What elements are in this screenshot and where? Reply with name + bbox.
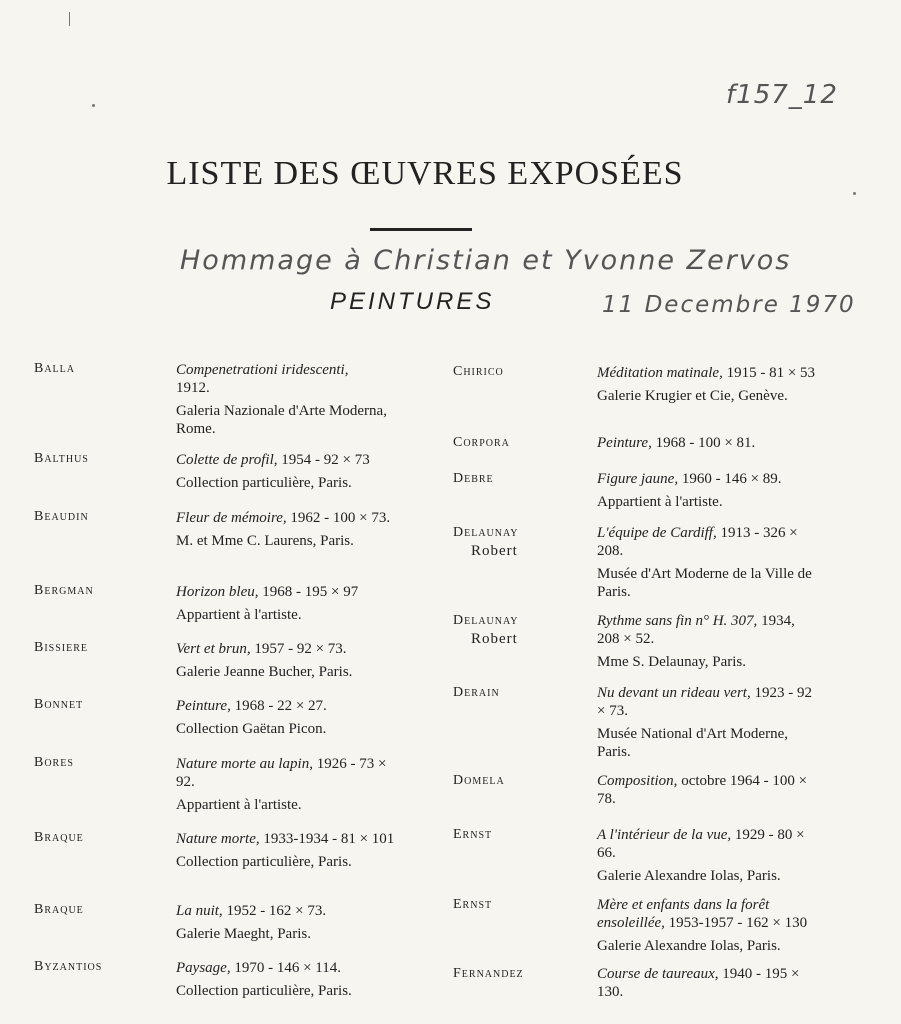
artist-surname: Delaunay xyxy=(453,613,519,628)
artist-name: Ernst xyxy=(453,827,493,842)
work-title: Nature morte au lapin, xyxy=(176,756,313,772)
work-title: Peinture, xyxy=(597,435,652,451)
work-entry xyxy=(597,434,817,452)
work-entry xyxy=(176,755,398,814)
artist-name: Corpora xyxy=(453,435,510,450)
work-entry xyxy=(176,902,398,943)
work-entry xyxy=(176,959,398,1000)
work-title: Nu devant un rideau vert, xyxy=(597,685,751,701)
work-owner: Musée National d'Art Moderne, Paris. xyxy=(597,726,788,760)
work-entry xyxy=(597,470,817,511)
work-title: Composition, xyxy=(597,773,678,789)
handwritten-dedication: Hommage à Christian et Yvonne Zervos xyxy=(180,245,792,276)
work-entry xyxy=(597,364,817,405)
work-entry xyxy=(597,896,817,955)
work-details: 1913 - 326 × 208. xyxy=(597,525,798,559)
artist-name: Ernst xyxy=(453,897,493,912)
artist-name xyxy=(453,612,519,648)
work-details: 1962 - 100 × 73. xyxy=(290,510,391,526)
work-owner: M. et Mme C. Laurens, Paris. xyxy=(176,533,354,549)
work-details: 1960 - 146 × 89. xyxy=(681,471,782,487)
speck xyxy=(92,104,95,107)
work-owner: Collection particulière, Paris. xyxy=(176,475,352,491)
work-entry xyxy=(597,612,817,671)
work-title: Méditation matinale, xyxy=(597,365,723,381)
artist-name: Bissiere xyxy=(34,640,89,655)
work-title: Horizon bleu, xyxy=(176,584,259,600)
work-owner: Mme S. Delaunay, Paris. xyxy=(597,654,747,670)
work-entry xyxy=(597,524,817,601)
work-details: 1940 - 195 × 130. xyxy=(597,966,800,1000)
work-entry xyxy=(176,697,398,738)
work-details: 1968 - 100 × 81. xyxy=(655,435,756,451)
work-owner: Galerie Jeanne Bucher, Paris. xyxy=(176,664,353,680)
work-title: L'équipe de Cardiff, xyxy=(597,525,717,541)
artist-firstname: Robert xyxy=(471,631,518,647)
work-title: Fleur de mémoire, xyxy=(176,510,287,526)
work-details: 1953-1957 - 162 × 130 xyxy=(668,915,808,931)
work-details: 1954 - 92 × 73 xyxy=(281,452,370,468)
work-details: 1957 - 92 × 73. xyxy=(254,641,347,657)
artist-name: Byzantios xyxy=(34,959,103,974)
work-entry xyxy=(176,361,398,438)
work-details: 1952 - 162 × 73. xyxy=(226,903,327,919)
work-title: Paysage, xyxy=(176,960,231,976)
page-title: LISTE DES ŒUVRES EXPOSÉES xyxy=(166,155,684,192)
work-entry xyxy=(176,640,398,681)
work-owner: Galerie Alexandre Iolas, Paris. xyxy=(597,868,781,884)
work-title: Figure jaune, xyxy=(597,471,679,487)
work-owner: Collection particulière, Paris. xyxy=(176,854,352,870)
work-entry xyxy=(176,509,398,550)
section-heading: PEINTURES xyxy=(330,288,495,315)
work-details: 1912. xyxy=(176,380,210,396)
work-entry xyxy=(176,830,398,871)
artist-firstname: Robert xyxy=(471,543,518,559)
work-entry xyxy=(597,965,817,1001)
artist-name: Braque xyxy=(34,902,84,917)
artist-name: Balla xyxy=(34,361,75,376)
work-owner: Appartient à l'artiste. xyxy=(176,797,302,813)
work-owner: Appartient à l'artiste. xyxy=(597,494,723,510)
artist-name: Domela xyxy=(453,773,505,788)
work-entry xyxy=(176,451,398,492)
work-details: 1934, 208 × 52. xyxy=(597,613,795,647)
work-entry xyxy=(597,826,817,885)
artist-name: Balthus xyxy=(34,451,89,466)
artist-name: Chirico xyxy=(453,364,504,379)
work-owner: Galerie Maeght, Paris. xyxy=(176,926,311,942)
work-details: octobre 1964 - 100 × 78. xyxy=(597,773,808,807)
work-owner: Appartient à l'artiste. xyxy=(176,607,302,623)
work-owner: Galerie Alexandre Iolas, Paris. xyxy=(597,938,781,954)
work-details: 1926 - 73 × 92. xyxy=(176,756,387,790)
artist-surname: Delaunay xyxy=(453,525,519,540)
speck xyxy=(853,192,856,195)
work-owner: Collection Gaëtan Picon. xyxy=(176,721,327,737)
artist-name: Debre xyxy=(453,471,494,486)
speck xyxy=(69,12,70,26)
work-entry xyxy=(597,684,817,761)
work-title: Course de taureaux, xyxy=(597,966,719,982)
work-title: Colette de profil, xyxy=(176,452,278,468)
work-owner: Collection particulière, Paris. xyxy=(176,983,352,999)
work-details: 1929 - 80 × 66. xyxy=(597,827,805,861)
work-title: Mère et enfants dans la forêt ensoleillée, xyxy=(597,897,770,931)
work-owner: Galeria Nazionale d'Arte Moderna, Rome. xyxy=(176,403,387,437)
artist-name xyxy=(453,524,519,560)
work-details: 1933-1934 - 81 × 101 xyxy=(263,831,395,847)
artist-name: Braque xyxy=(34,830,84,845)
work-details: 1968 - 195 × 97 xyxy=(262,584,359,600)
work-title: Peinture, xyxy=(176,698,231,714)
artist-name: Bonnet xyxy=(34,697,84,712)
work-details: 1968 - 22 × 27. xyxy=(234,698,327,714)
work-title: Nature morte, xyxy=(176,831,260,847)
work-details: 1915 - 81 × 53 xyxy=(726,365,816,381)
work-title: Rythme sans fin n° H. 307, xyxy=(597,613,758,629)
artist-name: Beaudin xyxy=(34,509,89,524)
artist-name: Fernandez xyxy=(453,966,524,981)
artist-name: Derain xyxy=(453,685,500,700)
work-title: Compenetrationi iridescenti, xyxy=(176,362,349,378)
work-details: 1923 - 92 × 73. xyxy=(597,685,812,719)
work-owner: Musée d'Art Moderne de la Ville de Paris. xyxy=(597,566,812,600)
work-title: Vert et brun, xyxy=(176,641,251,657)
work-title: A l'intérieur de la vue, xyxy=(597,827,732,843)
handwritten-date: 11 Decembre 1970 xyxy=(602,292,856,318)
artist-name: Bergman xyxy=(34,583,94,598)
archive-reference: f157_12 xyxy=(726,80,838,110)
work-entry xyxy=(176,583,398,624)
work-owner: Galerie Krugier et Cie, Genève. xyxy=(597,388,788,404)
title-rule xyxy=(370,228,472,231)
artist-name: Bores xyxy=(34,755,74,770)
work-entry xyxy=(597,772,817,808)
work-title: La nuit, xyxy=(176,903,223,919)
work-details: 1970 - 146 × 114. xyxy=(234,960,341,976)
